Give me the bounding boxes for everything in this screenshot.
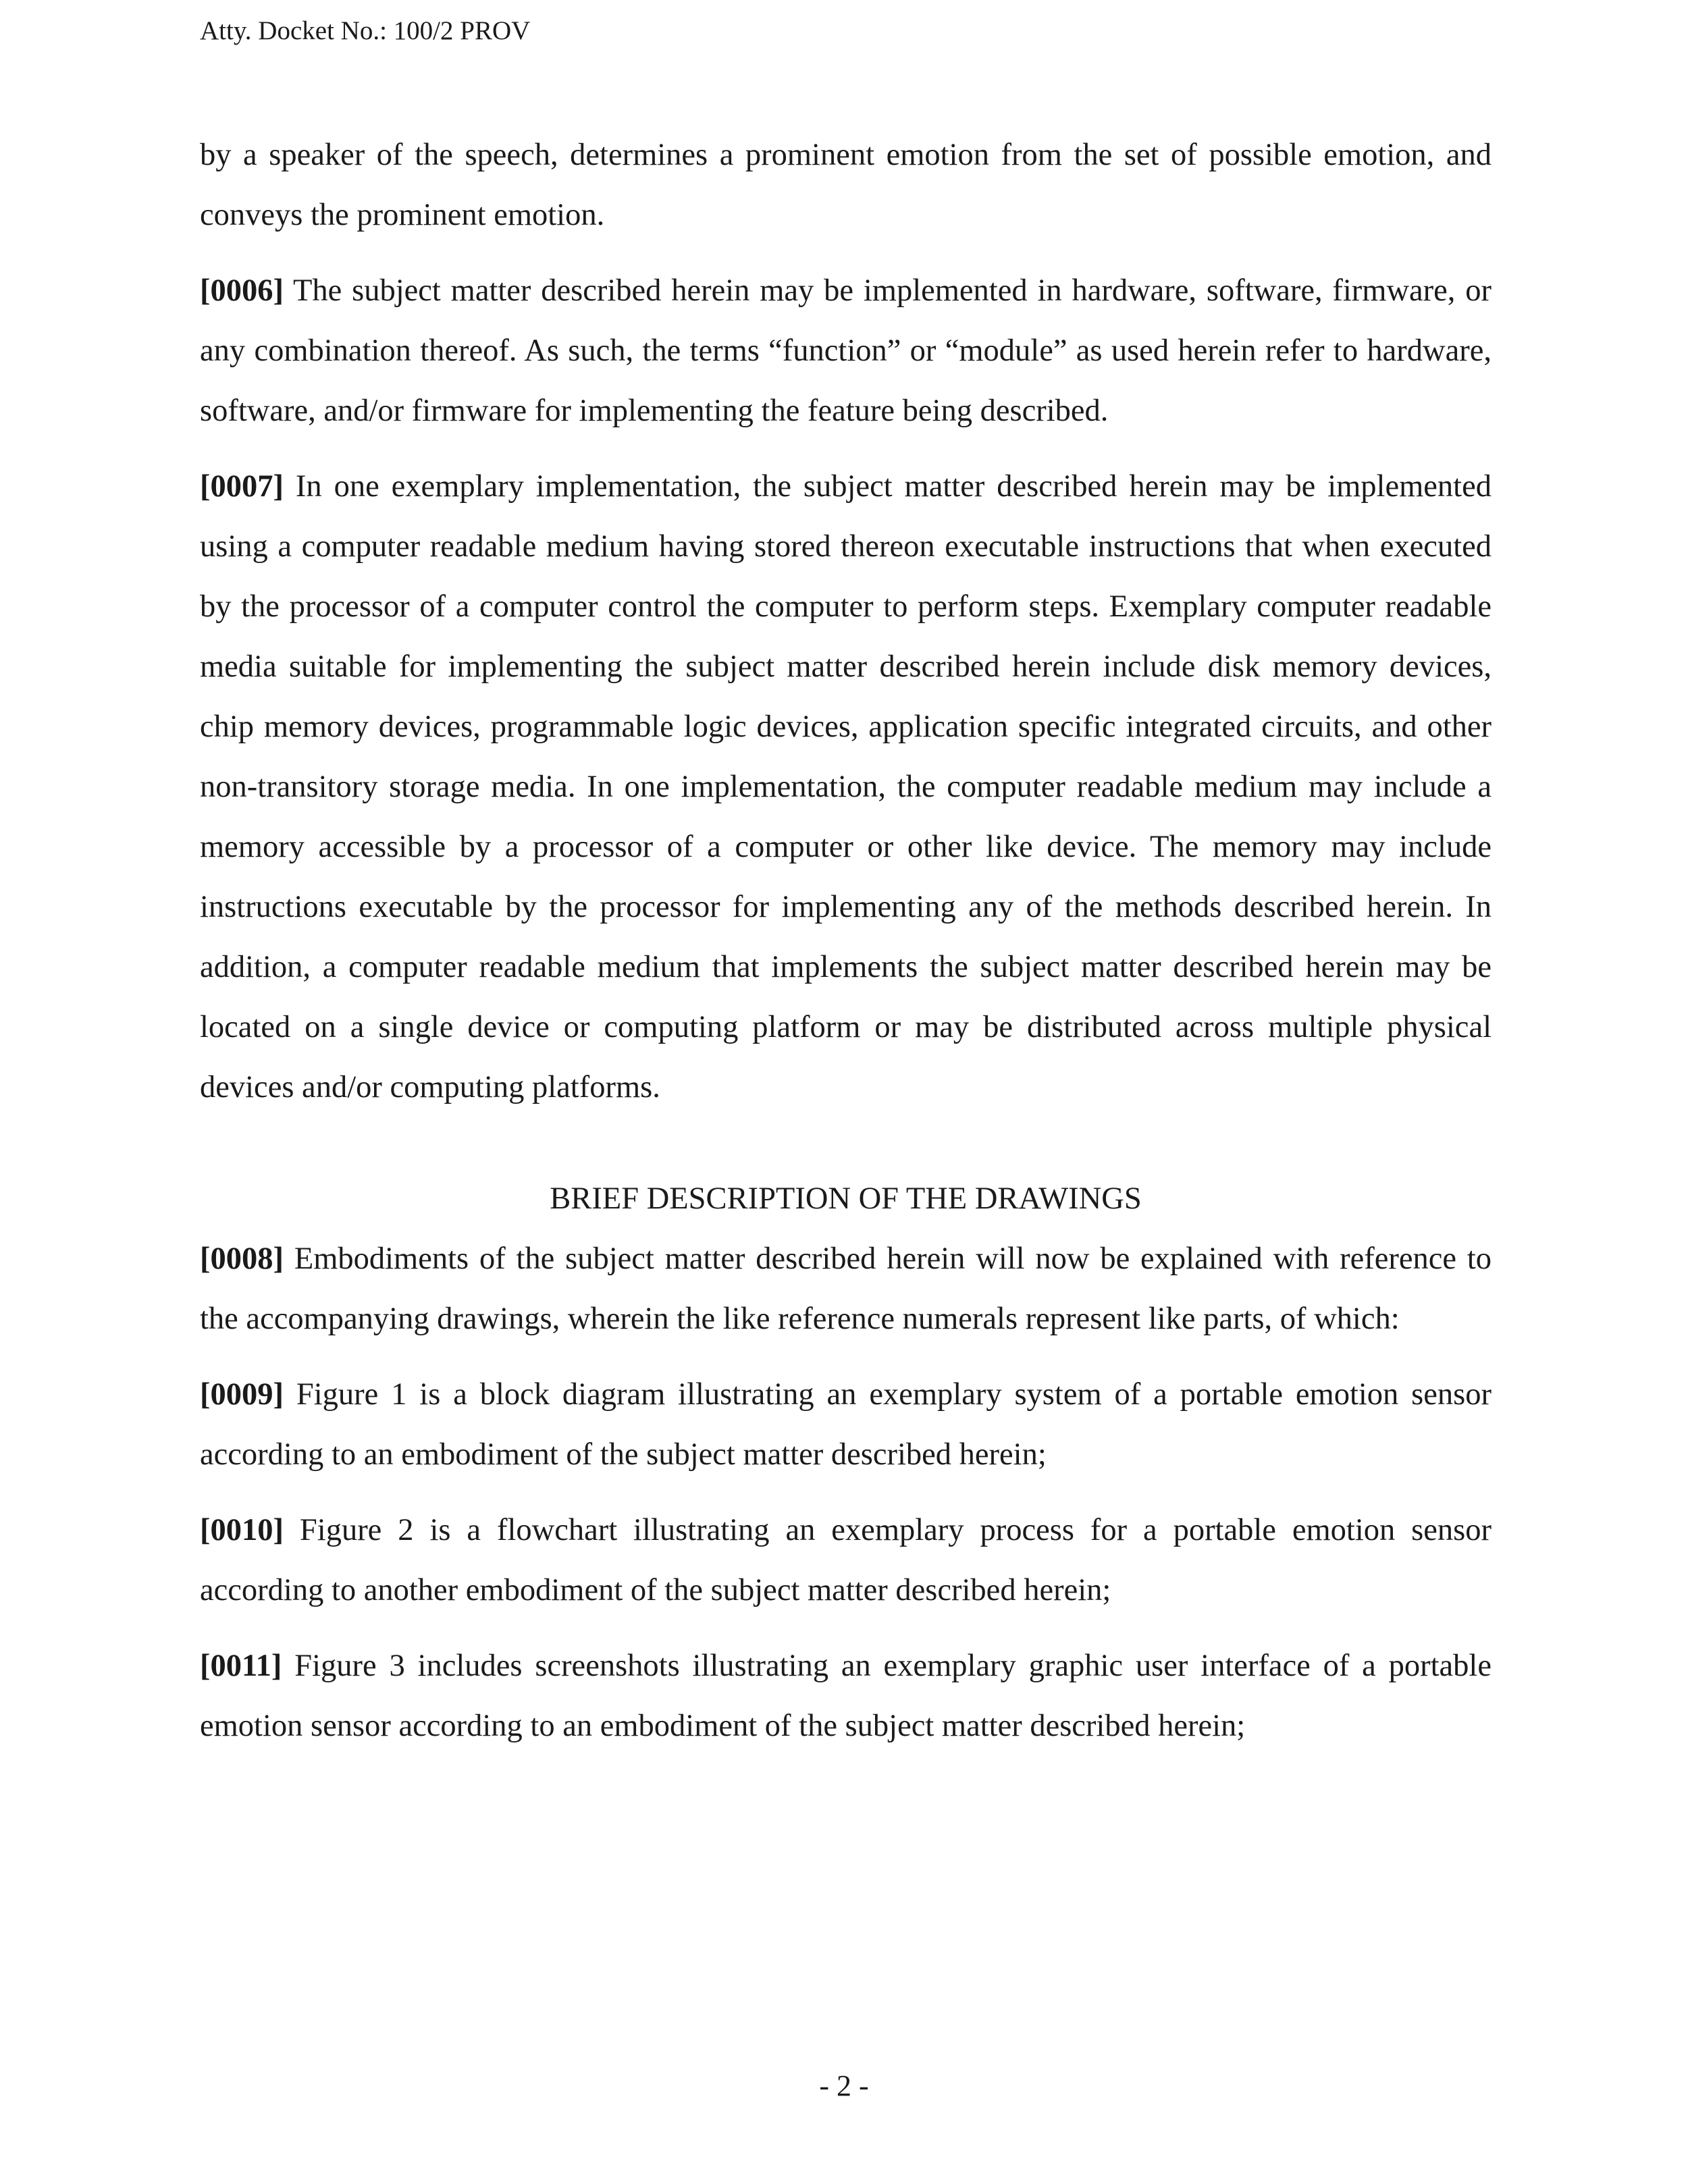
- paragraph-0009: [200, 1364, 1492, 1485]
- paragraph-text: by a speaker of the speech, determines a prominent emotion from the set of possible emotion, and conveys the prominent emotion.: [200, 138, 1492, 232]
- paragraph-number: [0009]: [200, 1377, 284, 1412]
- page-number: - 2 -: [819, 2069, 869, 2102]
- paragraph-continued: [200, 125, 1492, 245]
- paragraph-text: In one exemplary implementation, the subject matter described herein may be implemented using a computer readable medium having stored thereon executable instructions that when executed by the processor of a computer control the computer to perform steps. Exemplary computer readable media suitable for implementing the subject matter described herein include disk memory devices, chip memory devices, programmable logic devices, application specific integrated circuits, and other non-transitory storage media. In one implementation, the computer readable medium may include a memory accessible by a processor of a computer or other like device. The memory may include instructions executable by the processor for implementing any of the methods described herein. In addition, a computer readable medium that implements the subject matter described herein may be located on a single device or computing platform or may be distributed across multiple physical devices and/or computing platforms.: [200, 469, 1492, 1104]
- paragraph-number: [0007]: [200, 469, 284, 504]
- paragraph-number: [0011]: [200, 1649, 282, 1683]
- docket-header: Atty. Docket No.: 100/2 PROV: [200, 16, 531, 45]
- paragraph-0010: [200, 1500, 1492, 1620]
- paragraph-number: [0006]: [200, 273, 284, 308]
- paragraph-text: Figure 2 is a flowchart illustrating an exemplary process for a portable emotion sensor according to another embodiment of the subject matter described herein;: [200, 1513, 1492, 1607]
- paragraph-text: The subject matter described herein may be implemented in hardware, software, firmware, or any combination thereof. As such, the terms “function” or “module” as used herein refer to hardware, software, and/or firmware for implementing the feature being described.: [200, 273, 1492, 428]
- paragraph-text: Embodiments of the subject matter described herein will now be explained with reference to the accompanying drawings, wherein the like reference numerals represent like parts, of which:: [200, 1242, 1492, 1336]
- document-body: [200, 125, 1492, 1772]
- paragraph-number: [0008]: [200, 1242, 284, 1276]
- paragraph-0006: [200, 261, 1492, 441]
- paragraph-text: Figure 3 includes screenshots illustrating an exemplary graphic user interface of a portable emotion sensor according to an embodiment of the subject matter described herein;: [200, 1649, 1492, 1743]
- paragraph-number: [0010]: [200, 1513, 284, 1547]
- paragraph-0011: [200, 1636, 1492, 1756]
- paragraph-0007: [200, 456, 1492, 1117]
- paragraph-text: Figure 1 is a block diagram illustrating an exemplary system of a portable emotion sensor according to an embodiment of the subject matter described herein;: [200, 1377, 1492, 1472]
- section-heading: BRIEF DESCRIPTION OF THE DRAWINGS: [550, 1181, 1142, 1216]
- paragraph-0008: [200, 1229, 1492, 1349]
